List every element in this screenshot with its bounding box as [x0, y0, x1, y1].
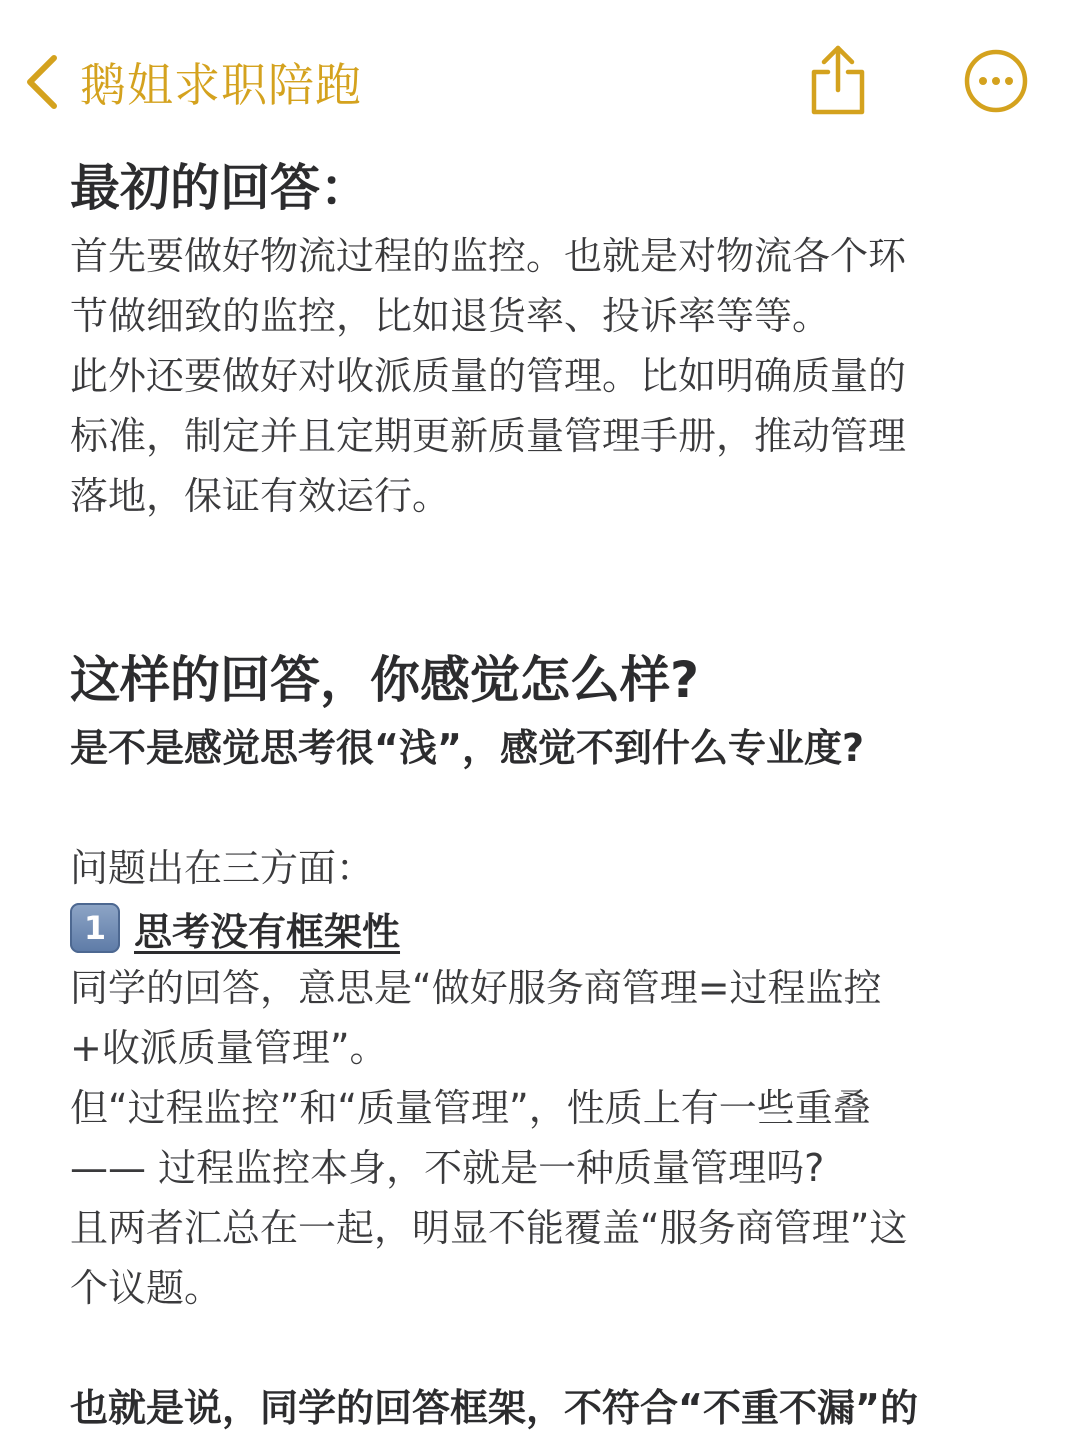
share-button[interactable]	[806, 42, 870, 118]
problems-intro: 问题出在三方面：	[70, 846, 375, 890]
more-icon	[963, 99, 1029, 118]
paragraph-line: 落地，保证有效运行。	[70, 474, 451, 518]
paragraph-line: 个议题。	[70, 1266, 223, 1310]
paragraph-line: 且两者汇总在一起，明显不能覆盖“服务商管理”这	[70, 1206, 908, 1250]
back-button[interactable]	[24, 44, 362, 120]
paragraph-line: 同学的回答，意思是“做好服务商管理=过程监控	[70, 966, 882, 1010]
paragraph-line: +收派质量管理”。	[70, 1026, 388, 1070]
paragraph-line: 此外还要做好对收派质量的管理。比如明确质量的	[70, 354, 907, 398]
paragraph-line: —— 过程监控本身，不就是一种质量管理吗?	[70, 1146, 825, 1190]
navigation-bar	[0, 0, 1080, 150]
note-content	[70, 150, 1010, 1438]
back-label: 鹅姐求职陪跑	[80, 58, 362, 112]
paragraph-line: 标准，制定并且定期更新质量管理手册，推动管理	[70, 414, 907, 458]
conclusion-line: 也就是说，同学的回答框架，不符合“不重不漏”的	[70, 1386, 918, 1430]
subheading-question: 是不是感觉思考很“浅”，感觉不到什么专业度?	[70, 726, 864, 770]
share-icon	[806, 103, 870, 122]
paragraph-line: 首先要做好物流过程的监控。也就是对物流各个环	[70, 234, 907, 278]
paragraph-line: 但“过程监控”和“质量管理”，性质上有一些重叠	[70, 1086, 871, 1130]
section-heading-evaluation: 这样的回答，你感觉怎么样?	[70, 651, 700, 709]
more-button[interactable]	[963, 48, 1029, 114]
keycap-one-icon: 1	[70, 903, 120, 953]
section-heading-initial-answer: 最初的回答：	[70, 159, 370, 217]
numbered-item-1	[70, 898, 1010, 958]
numbered-item-title: 思考没有框架性	[134, 909, 401, 954]
paragraph-line: 节做细致的监控，比如退货率、投诉率等等。	[70, 294, 831, 338]
chevron-left-icon	[24, 54, 58, 110]
